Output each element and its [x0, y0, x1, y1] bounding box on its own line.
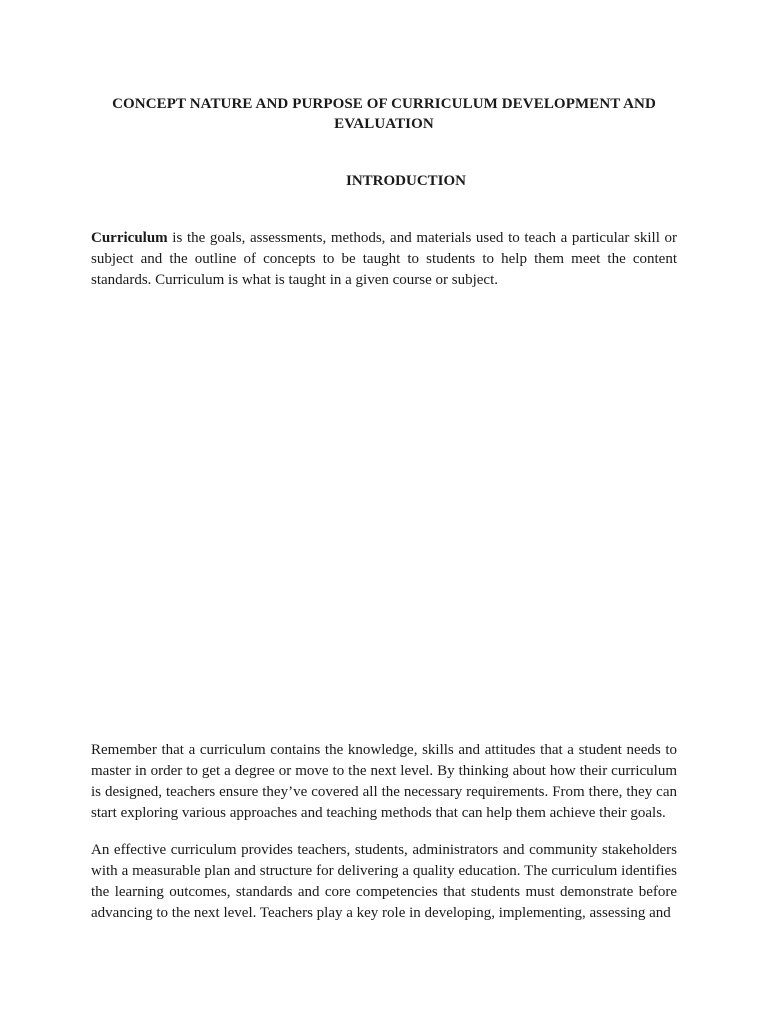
section-heading-introduction: INTRODUCTION [345, 173, 466, 189]
paragraph-curriculum-definition [91, 228, 677, 291]
paragraph-remember: Remember that a curriculum contains the knowledge, skills and attitudes that a student needs to master in order to get a degree or move to the next level. By thinking about how their curriculum is designed, teachers ensure they’ve covered all the necessary requirements. From there, they can start exploring various approaches and teaching methods that can help them achieve their goals. [91, 742, 677, 821]
paragraph-1-text: is the goals, assessments, methods, and materials used to teach a particular skill or subject and the outline of concepts to be taught to students to help them meet the content standards. Curriculum is what is taught in a given course or subject. [91, 230, 677, 288]
bold-term-curriculum: Curriculum [91, 230, 168, 246]
document-title: CONCEPT NATURE AND PURPOSE OF CURRICULUM DEVELOPMENT AND EVALUATION [112, 96, 656, 132]
paragraph-effective-curriculum: An effective curriculum provides teachers, students, administrators and community stakeholders with a measurable plan and structure for delivering a quality education. The curriculum identifies the learning outcomes, standards and core competencies that students must demonstrate before advancing to the next level. Teachers play a key role in developing, implementing, assessing and [91, 842, 677, 921]
